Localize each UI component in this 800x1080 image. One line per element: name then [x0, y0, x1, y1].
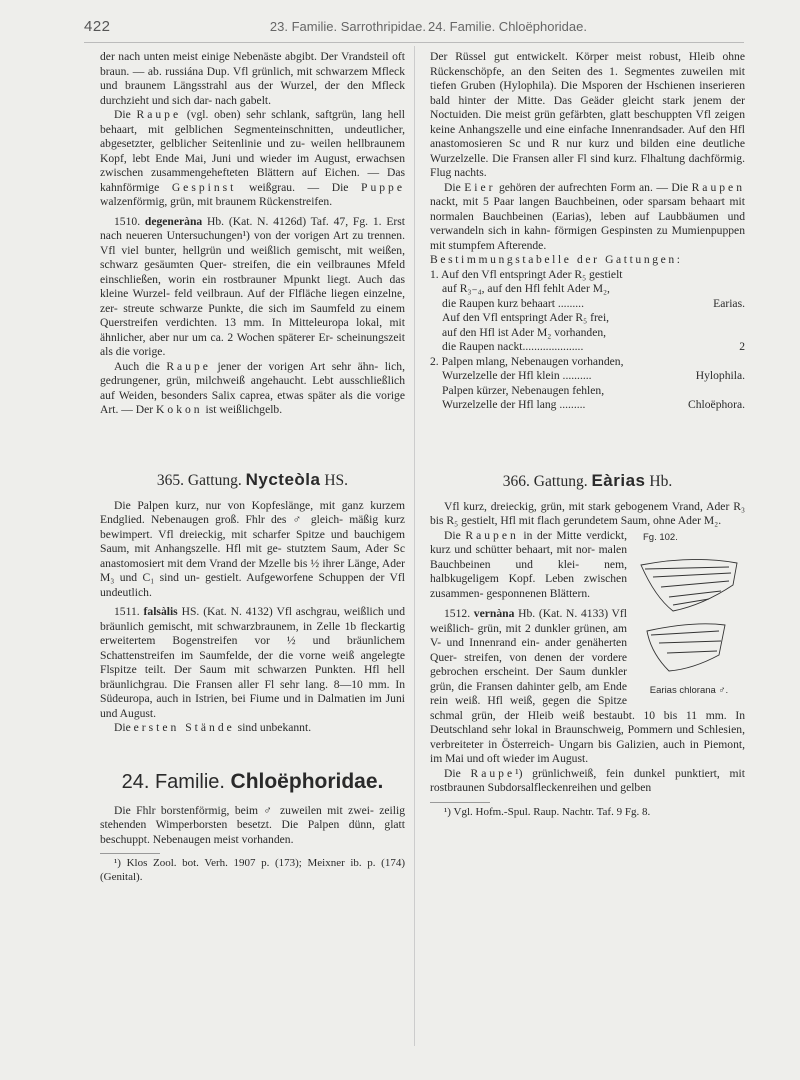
paragraph: Die Fhlr borstenförmig, beim ♂ zuweilen mit zwei- zeilig stehenden Wimperborsten besetzt. Die Palpen dünn, glatt beschuppt. Nebenaugen meist vorhanden.	[100, 803, 405, 846]
family-heading: 24. Familie. Chloëphoridae.	[121, 769, 384, 793]
species-name: degeneràna	[144, 214, 203, 228]
genus-heading: 365. Gattung. Nycteòla HS.	[156, 469, 349, 489]
paragraph: Vfl kurz, dreieckig, grün, mit stark gebogenem Vrand, Ader R₃ bis R₅ gestielt, Hfl mit flach gerundetem Saum, ohne Ader M₂.	[430, 499, 745, 527]
key-table: 1. Auf den Vfl entspringt Ader R₅ gestielt auf R₃₋₄, auf den Hfl fehlt Ader M₂, die Raupen kurz behaart ......... Earias. Auf den Vfl entspringt Ader R₅ frei, auf den Hfl ist Ader M₂ vorhanden, die Raupen nackt..................... 2 2. Palpen mlang, Nebenaugen vorhanden, Wurzelzelle der Hfl klein .......... Hylophila. Palpen kürzer, Nebenaugen fehlen, Wurzelzelle der Hfl lang ......... Chloëphora.	[430, 267, 745, 411]
species-entry: 1510. degeneràna Hb. (Kat. N. 4126d) Taf. 47, Fg. 1. Erst nach neueren Untersuchungen¹) von der vorigen Art zu trennen. Vfl viel bunter, hellgrün und weißlich gemischt, mit weißen, schwarz gesäumten Quer- streifen, die ein veilbraunes Mfeld einschließen, worin ein rostbrauner Mpunkt liegt. Auch das kleine Wurzel- feld veilbraun. Auf der Flfläche liegen einzelne, zer- streute schwarze Punkte, die sich im Saumfeld zu einem Querstreifen verdichten. 13 mm. In Mitteleuropa lokal, mit ähnlicher, aber nur um ca. 2 Wochen späterer Er- scheinungszeit als die vorige.	[100, 214, 406, 358]
paragraph: Die Raupen in der Mitte verdickt, kurz und schütter behaart, mit nor- malen Bauchbeinen und klei- nem, halbkugeligem Kopf. Leben zwischen zusammen- gesponnenen Blättern.	[430, 528, 627, 600]
paragraph: Die Eier gehören der aufrechten Form an. — Die Raupen nackt, mit 5 Paar langen Bauchbeinen, oder sparsam behaart mit normalen Bauchbeinen (Earias), leben auf Laubbäumen und verwandeln sich in kahn- förmigen Gespinsten zu Mumienpuppen mit stumpfem Afterende.	[430, 180, 745, 252]
figure-caption: Earias chlorana ♂.	[649, 685, 729, 696]
column-divider	[414, 46, 415, 1046]
paragraph: der nach unten meist einige Nebenäste abgibt. Der Vrandsteil oft braun. — ab. russiána Dup. Vfl grünlich, mit schwarzem Mfleck und braunem Längsstrahl aus der Wurzel, der den Mfleck durchzieht und sich dar- nach gabelt.	[100, 50, 405, 107]
footnote: ¹) Vgl. Hofm.-Spul. Raup. Nachtr. Taf. 9 Fg. 8.	[444, 805, 651, 818]
footnote: ¹) Klos Zool. bot. Verh. 1907 p. (173); Meixner ib. p. (174) (Genital).	[100, 857, 405, 883]
footnote-rule	[430, 802, 490, 803]
running-title-right: 24. Familie. Chloëphoridae.	[428, 19, 587, 34]
figure-label: Fg. 102.	[643, 531, 678, 543]
figure	[633, 529, 745, 699]
paragraph: Der Rüssel gut entwickelt. Körper meist robust, Hleib ohne Rückenschöpfe, an den Seiten des 1. Segmentes zuweilen mit tiefen Gruben (Hylophila). Die Msporen der Hschienen inserieren bald hinter der Mitte. Das Geäder gleicht stark jenem der Noctuiden. Die meist grün gefärbten, glatt beschuppten Vfl zeigen keine Anhangszelle und eine einfache Innenrandsader. Auf den Hfl anastomosieren Sc und R nur kurz und bilden eine deutliche Wurzelzelle. Die Fransen aller Fl sind kurz. Flhaltung dachförmig. Flug nachts.	[430, 50, 745, 179]
header-rule	[84, 42, 744, 43]
page-header	[0, 18, 800, 40]
paragraph: Die Palpen kurz, nur von Kopfeslänge, mit ganz kurzem Endglied. Nebenaugen groß. Fhlr des ♂ gleich- mäßig kurz bewimpert. Vfl dreieckig, mit scharfer Spitze und bauchigem Saum, mit Anhangszelle. Hfl mit ge- stutztem Saum, Ader Sc anastomosiert mit dem Vrand der Mzelle bis ½ ihrer Länge, Ader M₃ und C₁ sind un- gestielt. Aufgeworfene Schuppen der Vfl undeutlich.	[100, 498, 405, 599]
running-title-left: 23. Familie. Sarrothripidae.	[269, 19, 426, 34]
genus-heading: 366. Gattung. Eàrias Hb.	[502, 470, 673, 490]
wing-venation-figure	[633, 543, 745, 683]
species-name: vernàna	[473, 607, 515, 620]
footnote-rule	[100, 853, 160, 854]
species-entry: 1511. falsàlis HS. (Kat. N. 4132) Vfl aschgrau, weißlich und bräunlich gemischt, mit schwarzbraunem, in Zelle 1b fleckartig erweitertem Bogenstreifen vor ½ und bräunlichem Schattenstreifen im Saumfelde, der die vorne weiß angelegte Flspitze teilt. Der Saum mit schwarzen Punkten. Hfl hell bräunlichgrau. Die Fransen aller Fl sehr lang. 8—10 mm. In Südeuropa, auch in Istrien, bei Fiume und in Dalmatien im Juni und August.	[100, 605, 405, 720]
species-entry: 1512. vernàna Hb. (Kat. N. 4133) Vfl weißlich- grün, mit 2 dunkler grünen, am V- und Innenrand ein- ander genäherten Quer- streifen, von denen der vordere gebrochen erscheint. Der Saum dunkler grün, die Fransen dahinter gelb, am Ende rein weiß. Hfl weiß, gegen die Spitze schmal grün, der Hleib weiß bestaubt. 10 bis 11 mm. In Deutschland sehr lokal in Braunschweig, Pommern und Schlesien, verbreiteter in Österreich- Ungarn bis Galizien, auch in Piemont, im Mai und oft wieder im August.	[430, 607, 745, 765]
left-column	[100, 50, 405, 884]
paragraph: Die Raupe (vgl. oben) sehr schlank, saftgrün, lang hell behaart, mit gelblichen Segmenteinschnitten, undeutlicher, abgesetzter, gelblicher Seitenlinie und zu- weilen hellbraunem Kopf, lebt Ende Mai, Juni und wieder im August, erwachsen zwischen zusammengehefteten Blättern auf Eichen. — Das kahnförmige Gespinst weißgrau. — Die Puppe walzenförmig, grün, mit braunem Rückenstreifen.	[100, 108, 406, 208]
paragraph: Die Raupe¹) grünlichweiß, fein dunkel punktiert, mit rostbraunen Subdorsalfleckenreihen und gelben	[430, 766, 745, 794]
page-number: 422	[84, 18, 111, 35]
paragraph: Die ersten Stände sind unbekannt.	[114, 721, 312, 734]
key-table-heading: Bestimmungstabelle der Gattungen:	[430, 253, 683, 266]
right-column	[430, 50, 745, 819]
paragraph: Auch die Raupe jener der vorigen Art sehr ähn- lich, gedrungener, grün, milchweiß angehaucht. Lebt ausschließlich auf Weiden, besonders Salix caprea, etwas später als die vorige Art. — Der Kokon ist weißlichgelb.	[100, 359, 405, 416]
species-name: falsàlis	[143, 605, 178, 618]
